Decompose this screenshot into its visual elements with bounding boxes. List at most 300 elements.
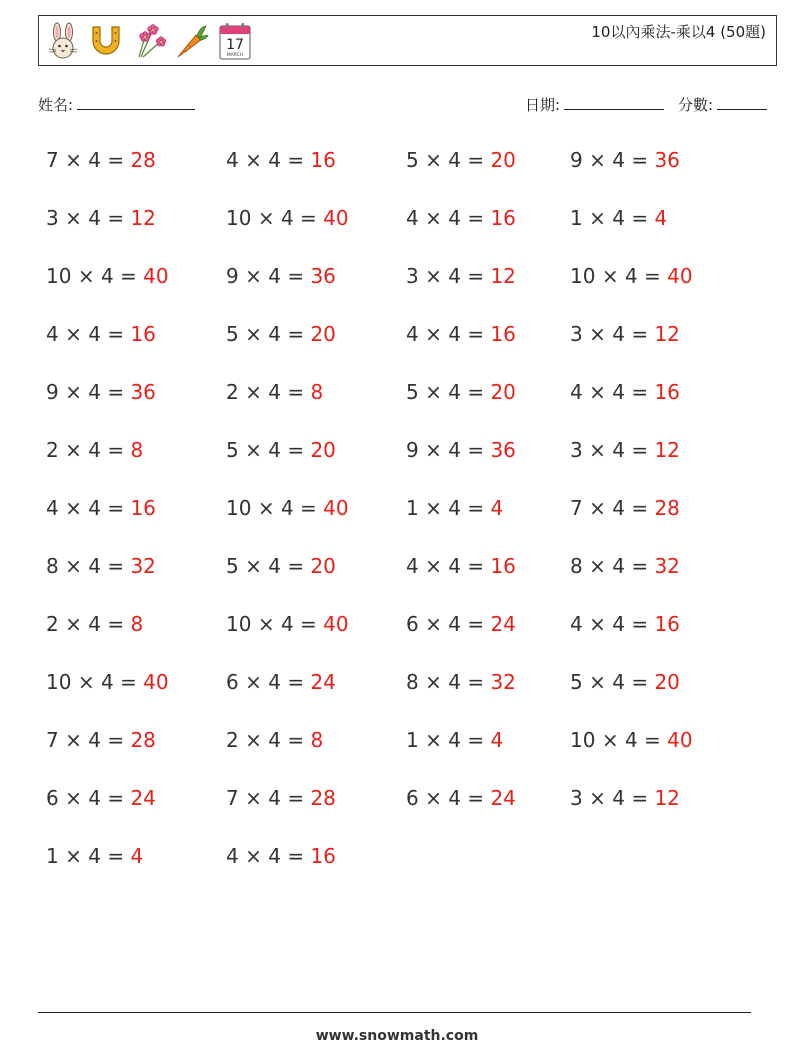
operand-a: 7 (570, 496, 583, 520)
operand-a: 9 (46, 380, 59, 404)
problem-item (406, 366, 570, 424)
answer: 40 (323, 612, 349, 636)
operand-b: 4 (280, 206, 294, 230)
equals-sign: = (107, 380, 125, 404)
times-sign: × (77, 670, 95, 694)
times-sign: × (245, 554, 262, 578)
times-sign: × (589, 322, 606, 346)
equals-sign: = (467, 728, 485, 752)
times-sign: × (245, 264, 262, 288)
times-sign: × (245, 380, 262, 404)
equals-sign: = (631, 322, 649, 346)
operand-b: 4 (448, 786, 461, 810)
equals-sign: = (631, 148, 649, 172)
equals-sign: = (107, 844, 125, 868)
name-field (38, 94, 195, 115)
operand-a: 7 (46, 728, 59, 752)
times-sign: × (245, 438, 262, 462)
name-line (77, 95, 195, 110)
operand-b: 4 (280, 496, 294, 520)
problem-item (226, 598, 406, 656)
equals-sign: = (631, 670, 649, 694)
operand-b: 4 (100, 264, 114, 288)
operand-b: 4 (612, 148, 625, 172)
operand-a: 5 (226, 322, 239, 346)
answer: 32 (654, 554, 680, 578)
answer: 16 (130, 496, 156, 520)
operand-b: 4 (612, 670, 625, 694)
equals-sign: = (287, 670, 305, 694)
operand-a: 4 (226, 844, 239, 868)
operand-b: 4 (612, 612, 625, 636)
operand-b: 4 (100, 670, 114, 694)
times-sign: × (425, 670, 442, 694)
problem-item (46, 366, 226, 424)
problem-item (46, 598, 226, 656)
problem-item (226, 772, 406, 830)
operand-a: 6 (406, 786, 419, 810)
operand-b: 4 (268, 670, 281, 694)
operand-a: 7 (46, 148, 59, 172)
times-sign: × (65, 844, 82, 868)
times-sign: × (601, 728, 619, 752)
problem-item (570, 250, 766, 308)
equals-sign: = (631, 438, 649, 462)
times-sign: × (65, 612, 82, 636)
answer: 12 (654, 786, 680, 810)
equals-sign: = (631, 496, 649, 520)
operand-a: 4 (570, 612, 583, 636)
equals-sign: = (467, 612, 485, 636)
operand-a: 9 (226, 264, 239, 288)
operand-b: 4 (88, 148, 101, 172)
problem-item (406, 598, 570, 656)
times-sign: × (257, 496, 275, 520)
problem-item (46, 192, 226, 250)
times-sign: × (589, 670, 606, 694)
header-icons (45, 21, 260, 61)
equals-sign: = (287, 786, 305, 810)
answer: 40 (143, 264, 169, 288)
problem-item (570, 308, 766, 366)
operand-b: 4 (88, 844, 101, 868)
problem-item (406, 308, 570, 366)
times-sign: × (425, 728, 442, 752)
problem-item (46, 482, 226, 540)
answer: 40 (323, 496, 349, 520)
equals-sign: = (467, 322, 485, 346)
problem-item (406, 192, 570, 250)
problem-item (46, 772, 226, 830)
equals-sign: = (467, 264, 485, 288)
answer: 8 (310, 380, 324, 404)
problem-item (46, 714, 226, 772)
operand-a: 3 (570, 322, 583, 346)
operand-b: 4 (612, 496, 625, 520)
problem-item (226, 830, 406, 888)
answer: 36 (130, 380, 156, 404)
times-sign: × (257, 206, 275, 230)
operand-b: 4 (448, 380, 461, 404)
answer: 20 (310, 554, 336, 578)
equals-sign: = (631, 380, 649, 404)
times-sign: × (245, 322, 262, 346)
operand-b: 4 (612, 786, 625, 810)
times-sign: × (425, 322, 442, 346)
equals-sign: = (287, 322, 305, 346)
operand-a: 7 (226, 786, 239, 810)
times-sign: × (245, 728, 262, 752)
operand-b: 4 (612, 380, 625, 404)
problem-item (226, 540, 406, 598)
times-sign: × (257, 612, 275, 636)
equals-sign: = (287, 438, 305, 462)
times-sign: × (425, 496, 442, 520)
answer: 36 (654, 148, 680, 172)
problem-item (46, 424, 226, 482)
problem-item (46, 134, 226, 192)
problem-item (570, 424, 766, 482)
answer: 8 (130, 438, 144, 462)
times-sign: × (65, 148, 82, 172)
times-sign: × (425, 148, 442, 172)
equals-sign: = (644, 728, 661, 752)
equals-sign: = (287, 380, 305, 404)
answer: 24 (490, 786, 516, 810)
answer: 20 (310, 322, 336, 346)
operand-a: 1 (406, 496, 419, 520)
equals-sign: = (631, 554, 649, 578)
equals-sign: = (120, 264, 137, 288)
operand-b: 4 (268, 554, 281, 578)
operand-a: 4 (46, 322, 59, 346)
operand-a: 10 (226, 206, 252, 230)
equals-sign: = (107, 786, 125, 810)
score-label: 分數: (678, 96, 714, 114)
equals-sign: = (107, 612, 125, 636)
equals-sign: = (287, 554, 305, 578)
operand-a: 2 (226, 728, 239, 752)
answer: 8 (310, 728, 324, 752)
equals-sign: = (467, 670, 485, 694)
answer: 4 (130, 844, 144, 868)
operand-a: 1 (406, 728, 419, 752)
operand-a: 5 (226, 438, 239, 462)
equals-sign: = (107, 438, 125, 462)
operand-a: 9 (570, 148, 583, 172)
problem-item (226, 250, 406, 308)
times-sign: × (245, 786, 262, 810)
carrot-icon (174, 21, 210, 61)
problem-item (226, 366, 406, 424)
problem-item (406, 656, 570, 714)
equals-sign: = (107, 206, 125, 230)
times-sign: × (589, 496, 606, 520)
times-sign: × (65, 554, 82, 578)
score-field (678, 94, 767, 115)
operand-b: 4 (448, 264, 461, 288)
date-label: 日期: (525, 96, 561, 114)
operand-b: 4 (88, 322, 101, 346)
problem-item (226, 714, 406, 772)
problem-item (46, 250, 226, 308)
operand-a: 2 (46, 438, 59, 462)
answer: 28 (310, 786, 336, 810)
operand-a: 1 (46, 844, 59, 868)
answer: 16 (490, 322, 516, 346)
times-sign: × (65, 322, 82, 346)
operand-a: 8 (406, 670, 419, 694)
operand-a: 4 (406, 206, 419, 230)
problem-item (570, 714, 766, 772)
operand-b: 4 (268, 728, 281, 752)
operand-b: 4 (612, 438, 625, 462)
times-sign: × (589, 206, 606, 230)
answer: 28 (130, 148, 156, 172)
horseshoe-icon (88, 21, 124, 61)
operand-a: 10 (226, 612, 252, 636)
name-label: 姓名: (38, 96, 74, 114)
times-sign: × (601, 264, 619, 288)
problem-item (46, 308, 226, 366)
times-sign: × (65, 728, 82, 752)
operand-b: 4 (448, 728, 461, 752)
operand-a: 10 (46, 264, 72, 288)
times-sign: × (245, 148, 262, 172)
problem-item (406, 250, 570, 308)
problem-item (570, 192, 766, 250)
answer: 12 (654, 322, 680, 346)
answer: 16 (130, 322, 156, 346)
equals-sign: = (467, 554, 485, 578)
operand-a: 6 (226, 670, 239, 694)
operand-b: 4 (448, 496, 461, 520)
operand-b: 4 (88, 496, 101, 520)
times-sign: × (65, 438, 82, 462)
operand-b: 4 (268, 844, 281, 868)
answer: 16 (490, 206, 516, 230)
answer: 28 (654, 496, 680, 520)
operand-b: 4 (88, 554, 101, 578)
answer: 24 (490, 612, 516, 636)
operand-a: 10 (570, 728, 596, 752)
equals-sign: = (107, 496, 125, 520)
worksheet-title: 10以內乘法-乘以4 (50題) (591, 23, 766, 41)
equals-sign: = (107, 728, 125, 752)
answer: 16 (310, 148, 336, 172)
operand-b: 4 (612, 206, 625, 230)
answer: 12 (654, 438, 680, 462)
worksheet-header (38, 15, 777, 66)
problem-item (226, 482, 406, 540)
times-sign: × (589, 786, 606, 810)
problem-item (226, 424, 406, 482)
answer: 36 (490, 438, 516, 462)
answer: 32 (130, 554, 156, 578)
operand-b: 4 (448, 670, 461, 694)
equals-sign: = (300, 612, 317, 636)
times-sign: × (245, 670, 262, 694)
equals-sign: = (300, 206, 317, 230)
operand-b: 4 (88, 380, 101, 404)
operand-b: 4 (268, 786, 281, 810)
operand-a: 10 (46, 670, 72, 694)
answer: 20 (490, 380, 516, 404)
operand-b: 4 (88, 786, 101, 810)
footer-url: www.snowmath.com (315, 1028, 479, 1044)
operand-b: 4 (88, 612, 101, 636)
operand-a: 9 (406, 438, 419, 462)
problem-item (226, 192, 406, 250)
answer: 40 (667, 728, 693, 752)
problem-item (406, 424, 570, 482)
equals-sign: = (120, 670, 137, 694)
equals-sign: = (287, 844, 305, 868)
operand-a: 10 (570, 264, 596, 288)
times-sign: × (589, 554, 606, 578)
operand-a: 5 (406, 148, 419, 172)
answer: 40 (323, 206, 349, 230)
operand-b: 4 (448, 148, 461, 172)
problem-item (46, 656, 226, 714)
times-sign: × (65, 786, 82, 810)
equals-sign: = (287, 728, 305, 752)
problem-item (46, 830, 226, 888)
equals-sign: = (467, 786, 485, 810)
times-sign: × (425, 612, 442, 636)
date-field (525, 94, 664, 115)
answer: 4 (490, 496, 504, 520)
operand-b: 4 (612, 554, 625, 578)
equals-sign: = (287, 264, 305, 288)
equals-sign: = (467, 380, 485, 404)
operand-a: 3 (46, 206, 59, 230)
operand-b: 4 (88, 206, 101, 230)
operand-a: 3 (406, 264, 419, 288)
times-sign: × (77, 264, 95, 288)
answer: 8 (130, 612, 144, 636)
times-sign: × (425, 264, 442, 288)
calendar-icon (217, 21, 253, 61)
problem-item (46, 540, 226, 598)
equals-sign: = (631, 206, 649, 230)
operand-b: 4 (268, 322, 281, 346)
times-sign: × (425, 554, 442, 578)
times-sign: × (65, 380, 82, 404)
answer: 20 (490, 148, 516, 172)
operand-b: 4 (448, 322, 461, 346)
times-sign: × (425, 438, 442, 462)
operand-b: 4 (268, 380, 281, 404)
date-line (564, 95, 664, 110)
times-sign: × (425, 380, 442, 404)
operand-a: 3 (570, 438, 583, 462)
problem-item (570, 134, 766, 192)
answer: 40 (143, 670, 169, 694)
problem-grid (46, 134, 766, 888)
problem-item (570, 540, 766, 598)
operand-b: 4 (448, 206, 461, 230)
times-sign: × (65, 496, 82, 520)
flowers-icon (131, 21, 167, 61)
problem-item (570, 598, 766, 656)
answer: 16 (654, 612, 680, 636)
problem-item (570, 366, 766, 424)
equals-sign: = (107, 322, 125, 346)
problem-item (570, 656, 766, 714)
answer: 20 (654, 670, 680, 694)
operand-a: 4 (46, 496, 59, 520)
score-line (717, 95, 767, 110)
operand-a: 10 (226, 496, 252, 520)
times-sign: × (589, 612, 606, 636)
operand-b: 4 (268, 148, 281, 172)
times-sign: × (425, 206, 442, 230)
answer: 20 (310, 438, 336, 462)
answer: 4 (490, 728, 504, 752)
equals-sign: = (467, 438, 485, 462)
operand-a: 3 (570, 786, 583, 810)
equals-sign: = (107, 148, 125, 172)
answer: 24 (130, 786, 156, 810)
operand-a: 4 (406, 554, 419, 578)
answer: 40 (667, 264, 693, 288)
operand-b: 4 (88, 728, 101, 752)
problem-item (570, 772, 766, 830)
problem-item (226, 656, 406, 714)
problem-item (406, 134, 570, 192)
equals-sign: = (467, 206, 485, 230)
calendar-day: 17 (226, 37, 244, 53)
operand-a: 1 (570, 206, 583, 230)
operand-a: 8 (46, 554, 59, 578)
answer: 24 (310, 670, 336, 694)
operand-b: 4 (268, 438, 281, 462)
operand-b: 4 (448, 612, 461, 636)
operand-a: 5 (406, 380, 419, 404)
answer: 36 (310, 264, 336, 288)
problem-item (226, 134, 406, 192)
operand-b: 4 (280, 612, 294, 636)
problem-item (226, 308, 406, 366)
calendar-month: MARCH (226, 53, 244, 58)
problem-item (406, 540, 570, 598)
operand-b: 4 (268, 264, 281, 288)
operand-a: 4 (226, 148, 239, 172)
problem-item (406, 772, 570, 830)
times-sign: × (589, 148, 606, 172)
problem-item (406, 714, 570, 772)
operand-b: 4 (448, 554, 461, 578)
operand-a: 8 (570, 554, 583, 578)
footer-divider (38, 1012, 751, 1013)
equals-sign: = (631, 612, 649, 636)
times-sign: × (589, 380, 606, 404)
rabbit-icon (45, 21, 81, 61)
times-sign: × (589, 438, 606, 462)
operand-a: 2 (46, 612, 59, 636)
operand-b: 4 (624, 264, 638, 288)
equals-sign: = (467, 148, 485, 172)
operand-b: 4 (612, 322, 625, 346)
answer: 4 (654, 206, 668, 230)
operand-a: 4 (570, 380, 583, 404)
operand-a: 5 (570, 670, 583, 694)
operand-b: 4 (448, 438, 461, 462)
equals-sign: = (631, 786, 649, 810)
operand-b: 4 (624, 728, 638, 752)
times-sign: × (245, 844, 262, 868)
